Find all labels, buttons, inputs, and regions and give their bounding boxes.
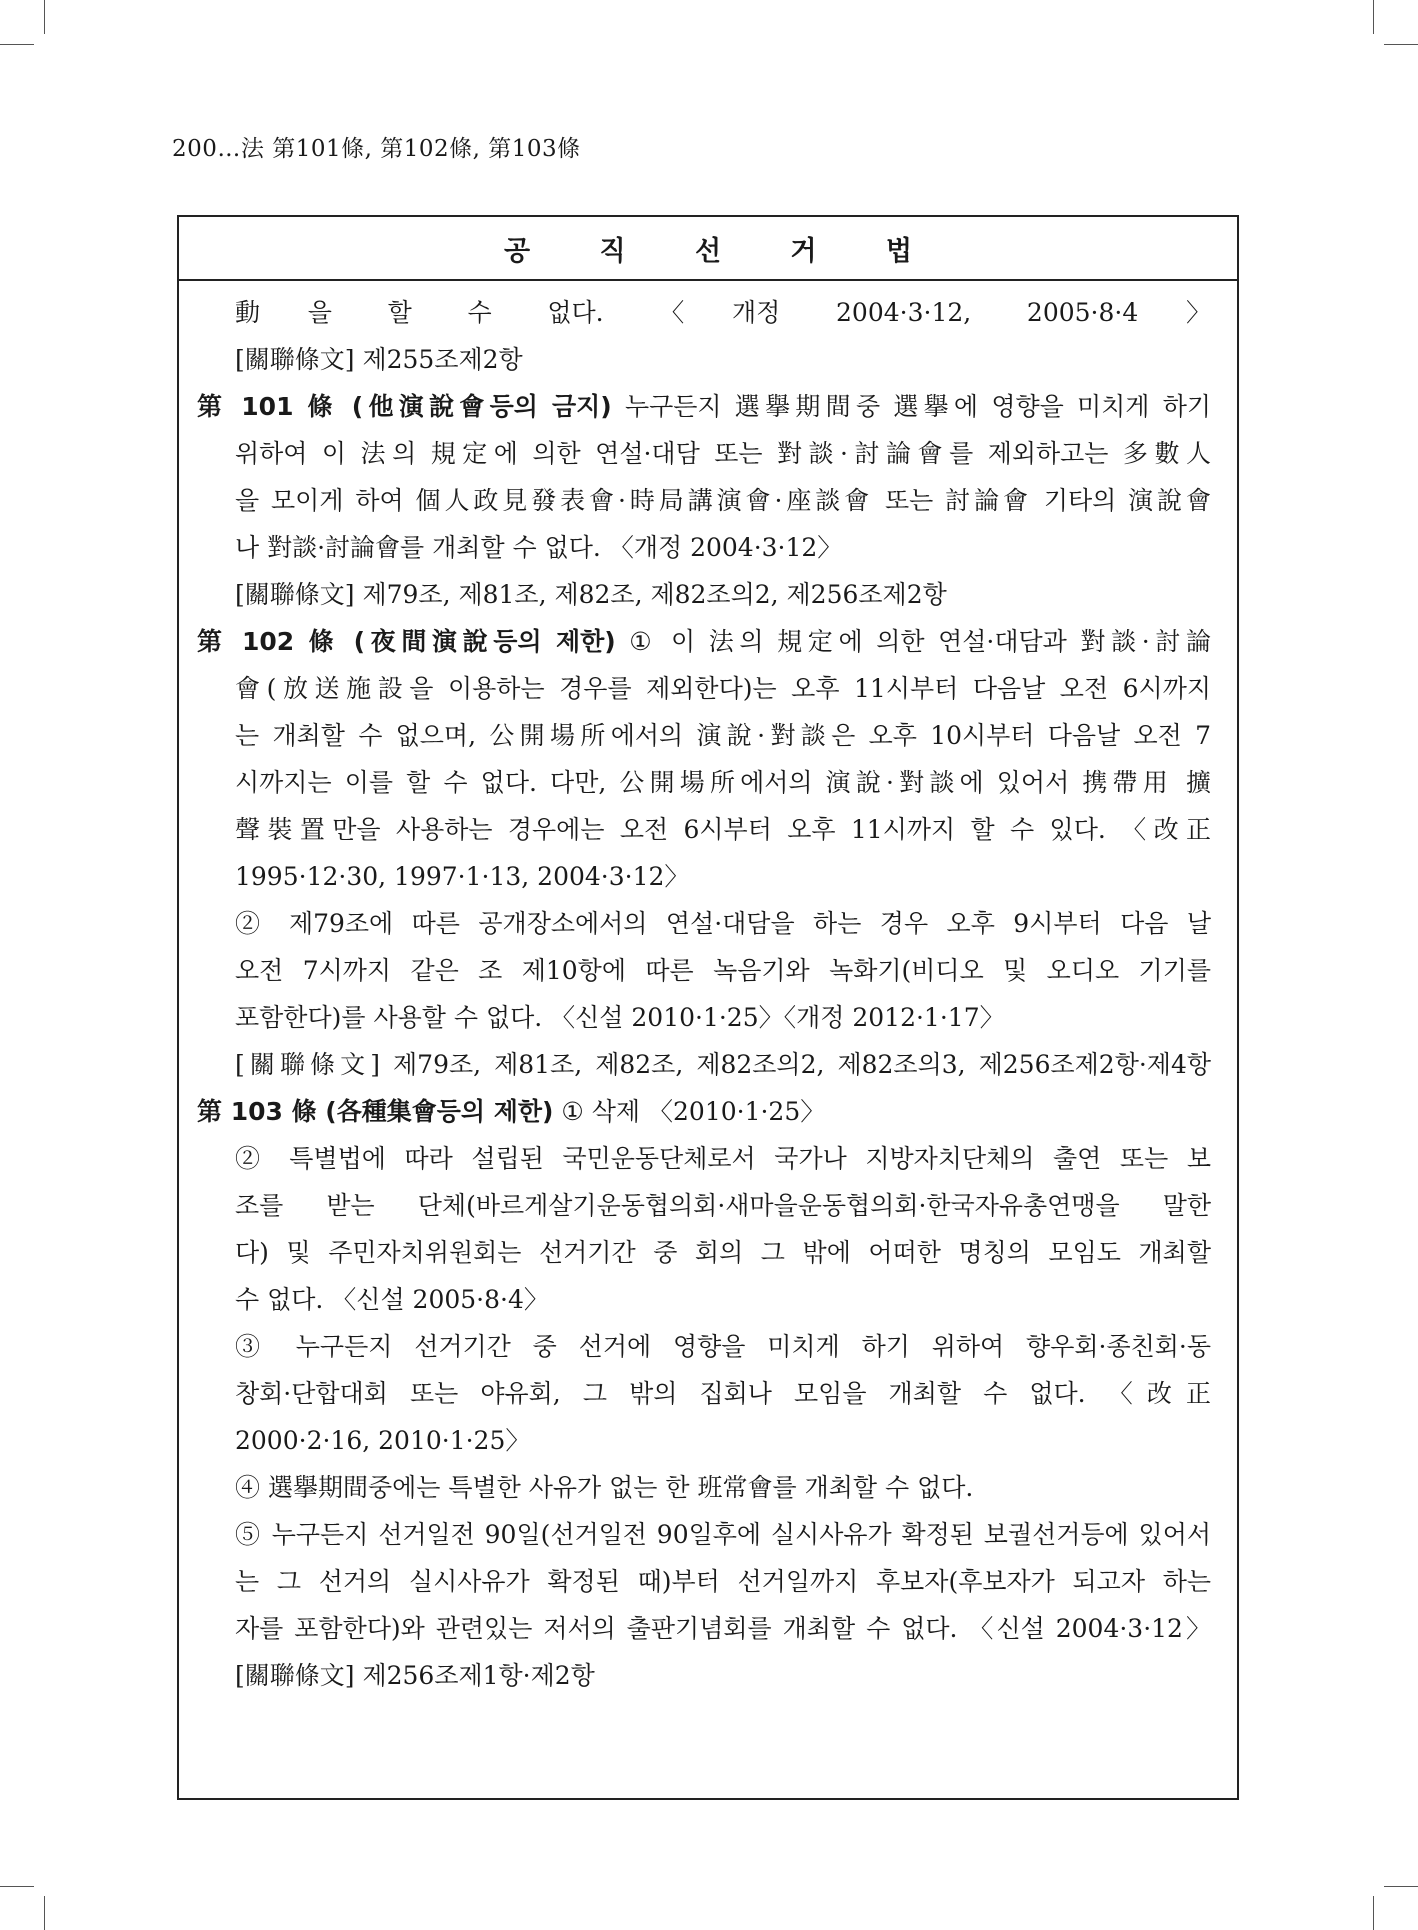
- related-articles: [關聯條文] 제255조제2항: [235, 345, 523, 374]
- article-103-line: ④ 選擧期間중에는 특별한 사유가 없는 한 班常會를 개최할 수 없다.: [235, 1473, 974, 1502]
- article-102-line: 는 개최할 수 없으며, 公開場所에서의 演說·對談은 오후 10시부터 다음날 오전 7: [235, 721, 1211, 750]
- law-text-box: [177, 215, 1239, 1800]
- article-103-line: ③ 누구든지 선거기간 중 선거에 영향을 미치게 하기 위하여 향우회·종친회·동: [235, 1332, 1211, 1361]
- crop-mark: [1373, 0, 1374, 34]
- crop-mark: [44, 1896, 45, 1930]
- article-103-line: 는 그 선거의 실시사유가 확정된 때)부터 선거일까지 후보자(후보자가 되고자 하는: [235, 1567, 1211, 1596]
- article-103-line: 조를 받는 단체(바르게살기운동협의회·새마을운동협의회·한국자유총연맹을 말한: [235, 1191, 1211, 1220]
- article-103-line: 창회·단합대회 또는 야유회, 그 밖의 집회나 모임을 개최할 수 없다. 〈改正: [235, 1379, 1211, 1408]
- article-102-line: ② 제79조에 따른 공개장소에서의 연설·대담을 하는 경우 오후 9시부터 다음 날: [235, 909, 1211, 938]
- article-102-text: ① 이 法의 規定에 의한 연설·대담과 對談·討論: [629, 627, 1211, 656]
- article-103-text: ① 삭제 〈2010·1·25〉: [561, 1097, 826, 1126]
- article-103-line: 수 없다. 〈신설 2005·8·4〉: [235, 1285, 549, 1314]
- running-head: 200…法 第101條, 第102條, 第103條: [172, 136, 581, 162]
- crop-mark: [1384, 1886, 1418, 1887]
- article-102-line: 포함한다)를 사용할 수 없다. 〈신설 2010·1·25〉〈개정 2012·1·17〉: [235, 1003, 1005, 1032]
- article-101-heading: 第 101 條 (他演說會등의 금지): [197, 392, 612, 421]
- article-102-line: [197, 618, 1211, 665]
- box-title: 공 직 선 거 법: [179, 217, 1237, 281]
- article-103-heading: 第 103 條 (各種集會등의 제한): [197, 1097, 554, 1126]
- article-102-line: 오전 7시까지 같은 조 제10항에 따른 녹음기와 녹화기(비디오 및 오디오 기기를: [235, 956, 1211, 985]
- article-102-line: 聲裝置만을 사용하는 경우에는 오전 6시부터 오후 11시까지 할 수 있다. 〈改正: [235, 815, 1211, 844]
- article-103-line: ② 특별법에 따라 설립된 국민운동단체로서 국가나 지방자치단체의 출연 또는 보: [235, 1144, 1211, 1173]
- article-102-heading: 第 102 條 (夜間演說등의 제한): [197, 627, 616, 656]
- law-body: [179, 281, 1237, 1699]
- article-103-line: 다) 및 주민자치위원회는 선거기간 중 회의 그 밖에 어떠한 명칭의 모임도 개최할: [235, 1238, 1211, 1267]
- article-103-line: 자를 포함한다)와 관련있는 저서의 출판기념회를 개최할 수 없다. 〈신설 2004·3·12〉: [235, 1614, 1211, 1643]
- article-101-line: 나 對談·討論會를 개최할 수 없다. 〈개정 2004·3·12〉: [235, 533, 843, 562]
- article-102-line: 시까지는 이를 할 수 없다. 다만, 公開場所에서의 演說·對談에 있어서 携帶用 擴: [235, 768, 1211, 797]
- article-101-line: [197, 383, 1211, 430]
- crop-mark: [1373, 1896, 1374, 1930]
- article-103-line: ⑤ 누구든지 선거일전 90일(선거일전 90일후에 실시사유가 확정된 보궐선거등에 있어서: [235, 1520, 1211, 1549]
- continuation-line: 動을 할 수 없다. 〈개정 2004·3·12, 2005·8·4〉: [235, 298, 1211, 327]
- related-articles: [關聯條文] 제256조제1항·제2항: [235, 1661, 595, 1690]
- crop-mark: [44, 0, 45, 34]
- article-101-text: 누구든지 選擧期間중 選擧에 영향을 미치게 하기: [624, 392, 1212, 421]
- related-articles: [關聯條文] 제79조, 제81조, 제82조, 제82조의2, 제82조의3, 제256조제2항·제4항: [235, 1050, 1211, 1079]
- article-103-line: 2000·2·16, 2010·1·25〉: [235, 1426, 531, 1455]
- crop-mark: [0, 44, 34, 45]
- article-103-line: [197, 1088, 1211, 1135]
- crop-mark: [0, 1886, 34, 1887]
- crop-mark: [1384, 44, 1418, 45]
- article-101-line: 을 모이게 하여 個人政見發表會·時局講演會·座談會 또는 討論會 기타의 演說會: [235, 486, 1211, 515]
- related-articles: [關聯條文] 제79조, 제81조, 제82조, 제82조의2, 제256조제2항: [235, 580, 947, 609]
- article-102-line: 會(放送施設을 이용하는 경우를 제외한다)는 오후 11시부터 다음날 오전 6시까지: [235, 674, 1211, 703]
- article-101-line: 위하여 이 法의 規定에 의한 연설·대담 또는 對談·討論會를 제외하고는 多數人: [235, 439, 1211, 468]
- article-102-line: 1995·12·30, 1997·1·13, 2004·3·12〉: [235, 862, 690, 891]
